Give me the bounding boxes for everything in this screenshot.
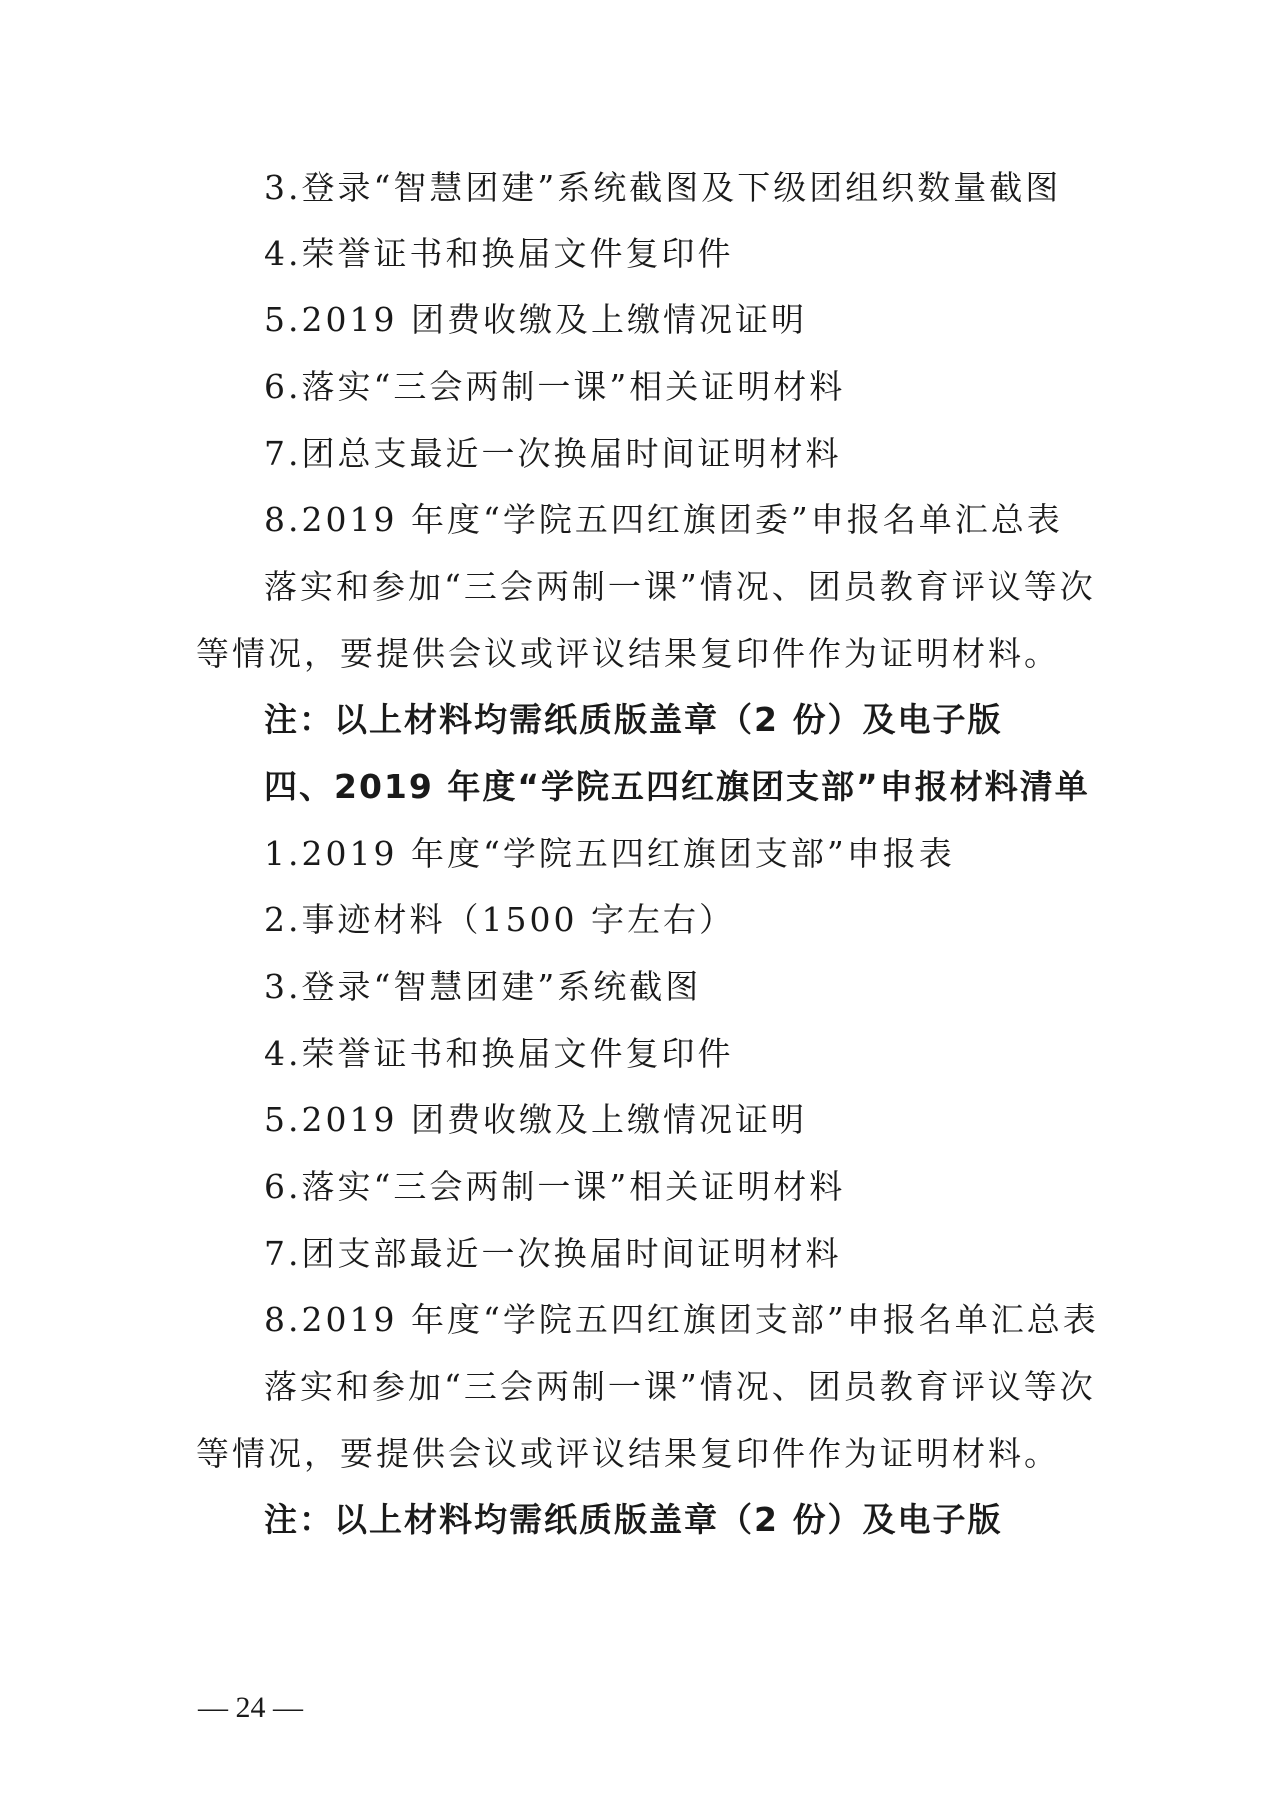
paragraph-line-2: 等情况，要提供会议或评议结果复印件作为证明材料。 [196,634,1060,673]
branch-item-5-fee-proof: 5.2019 团费收缴及上缴情况证明 [264,1100,807,1139]
item-7-general-branch-election-proof: 7.团总支最近一次换届时间证明材料 [264,434,842,473]
branch-item-6-three-meetings-proof: 6.落实“三会两制一课”相关证明材料 [264,1167,846,1206]
branch-item-3-wisdom-system-screenshot: 3.登录“智慧团建”系统截图 [264,967,702,1006]
branch-item-8-summary-table: 8.2019 年度“学院五四红旗团支部”申报名单汇总表 [264,1300,1099,1339]
branch-paragraph-line-1: 落实和参加“三会两制一课”情况、团员教育评议等次 [264,1367,1096,1406]
branch-item-1-application-form: 1.2019 年度“学院五四红旗团支部”申报表 [264,834,955,873]
page-number: — 24 — [198,1691,303,1724]
item-4-honor-certificates: 4.荣誉证书和换届文件复印件 [264,234,734,273]
branch-item-2-deeds: 2.事迹材料（1500 字左右） [264,900,735,939]
item-8-committee-summary-table: 8.2019 年度“学院五四红旗团委”申报名单汇总表 [264,500,1063,539]
branch-item-7-election-proof: 7.团支部最近一次换届时间证明材料 [264,1234,842,1273]
item-6-three-meetings-proof: 6.落实“三会两制一课”相关证明材料 [264,367,846,406]
note-line: 注：以上材料均需纸质版盖章（2 份）及电子版 [264,700,1003,739]
item-3-wisdom-system-screenshot: 3.登录“智慧团建”系统截图及下级团组织数量截图 [264,168,1062,207]
item-5-fee-proof: 5.2019 团费收缴及上缴情况证明 [264,300,807,339]
branch-paragraph-line-2: 等情况，要提供会议或评议结果复印件作为证明材料。 [196,1434,1060,1473]
branch-note-line: 注：以上材料均需纸质版盖章（2 份）及电子版 [264,1500,1003,1539]
branch-item-4-honor-certificates: 4.荣誉证书和换届文件复印件 [264,1034,734,1073]
paragraph-line-1: 落实和参加“三会两制一课”情况、团员教育评议等次 [264,567,1096,606]
section-four-heading: 四、2019 年度“学院五四红旗团支部”申报材料清单 [264,767,1090,806]
